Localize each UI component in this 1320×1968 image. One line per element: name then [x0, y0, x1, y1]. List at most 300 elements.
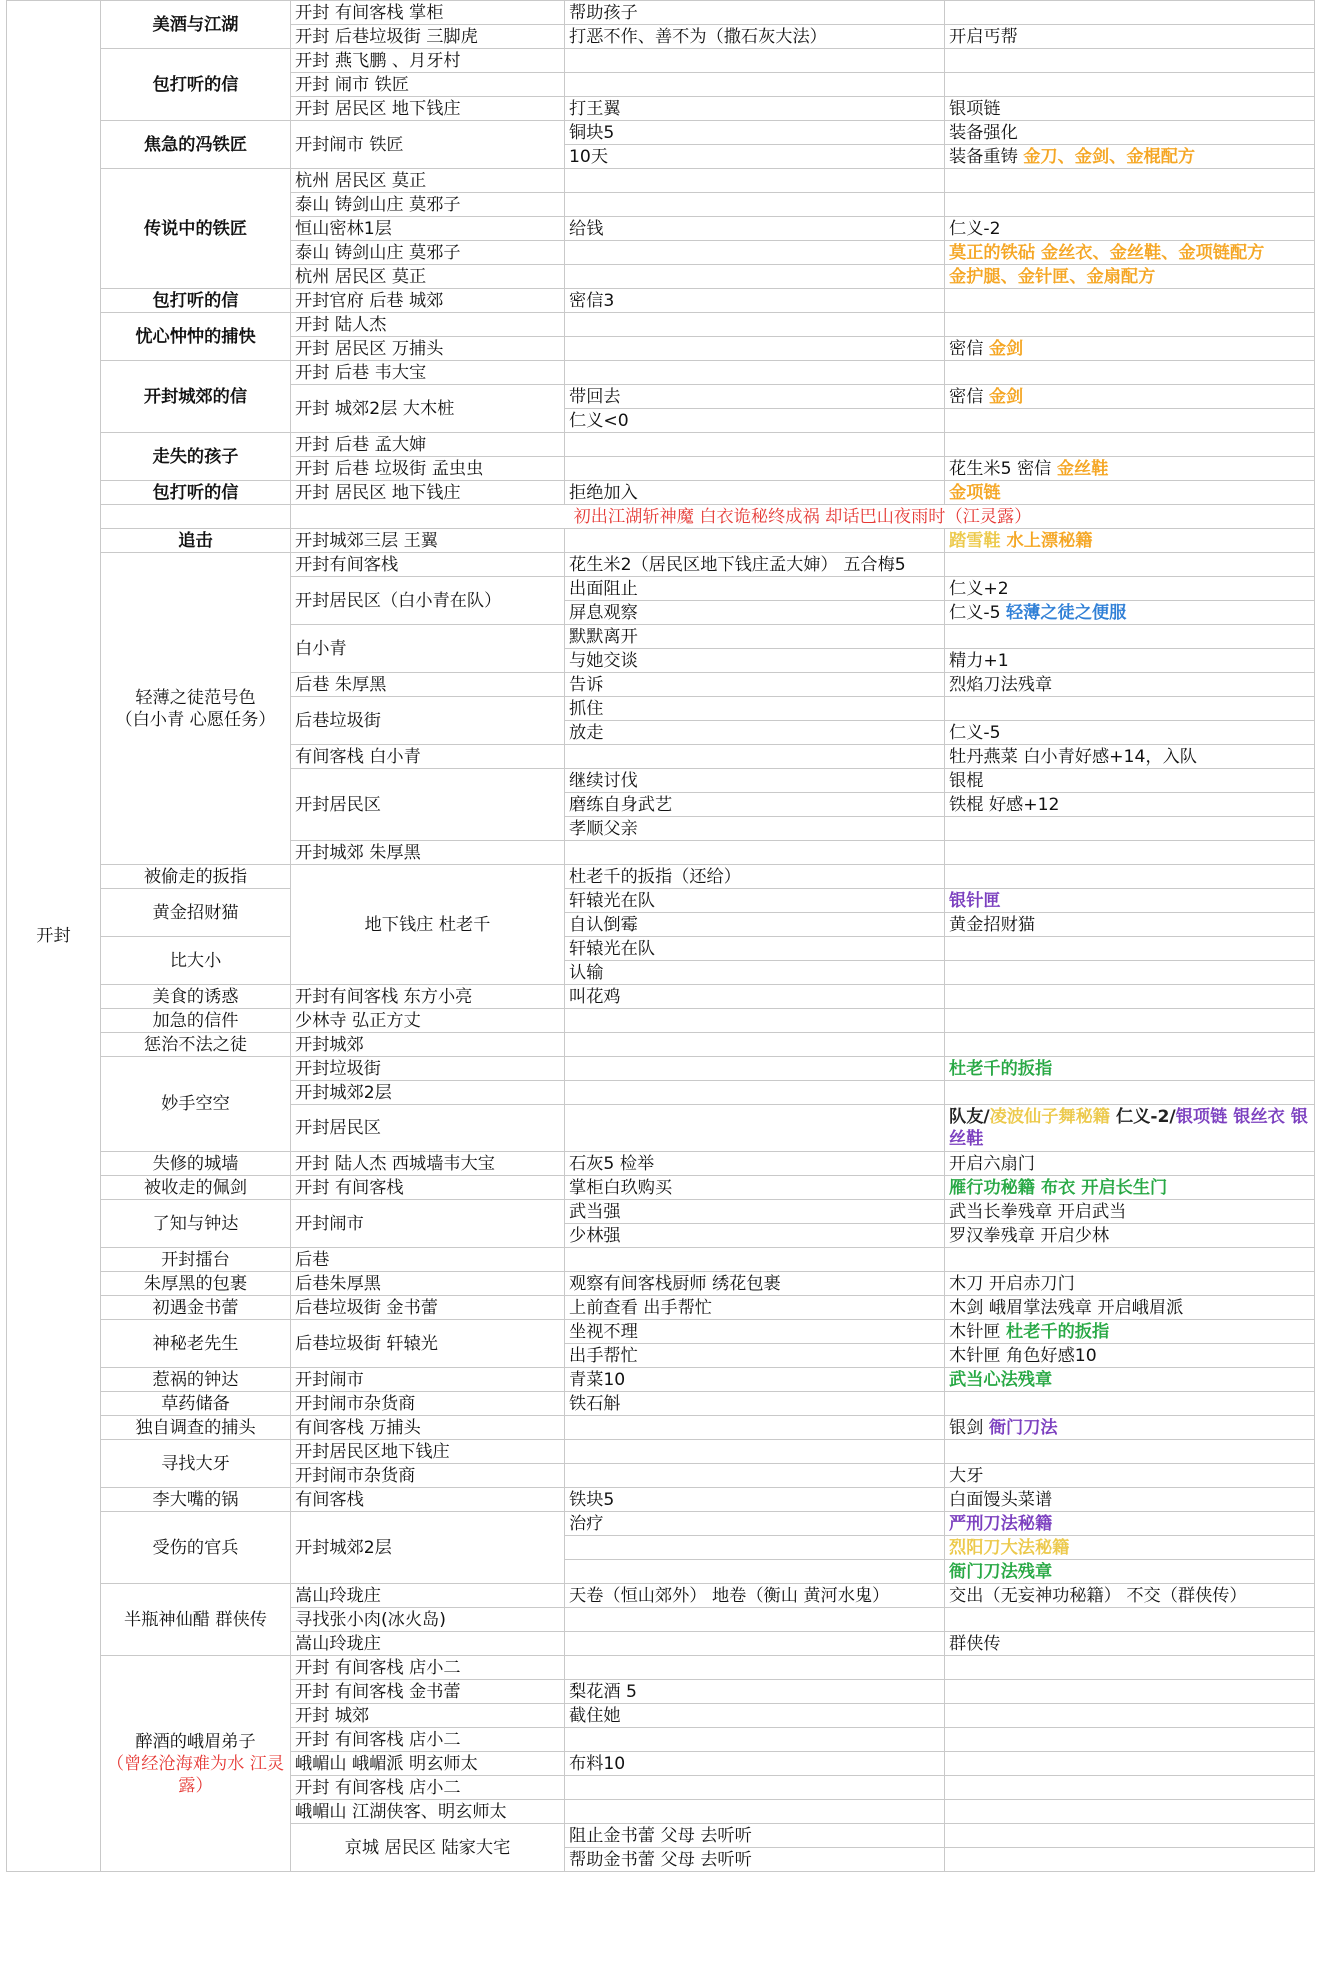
condition-cell — [565, 169, 945, 193]
condition-cell — [565, 529, 945, 553]
reward-cell — [945, 1416, 1315, 1440]
condition-cell: 布料10 — [565, 1752, 945, 1776]
condition-cell — [565, 337, 945, 361]
location-cell: 开封有间客栈 — [291, 553, 565, 577]
reward-cell — [945, 673, 1315, 697]
reward-cell — [945, 1152, 1315, 1176]
reward-part: 黄金招财猫 — [949, 914, 1035, 935]
reward-cell — [945, 313, 1315, 337]
reward-cell — [945, 1176, 1315, 1200]
quest-name: 草药储备 — [101, 1392, 291, 1416]
condition-cell — [565, 1560, 945, 1584]
location-cell: 开封 陆人杰 — [291, 313, 565, 337]
condition-cell: 叫花鸡 — [565, 985, 945, 1009]
reward-part: 仁义-2 — [949, 218, 1001, 239]
reward-part: 开启六扇门 — [949, 1153, 1035, 1174]
reward-cell — [945, 361, 1315, 385]
reward-cell — [945, 1224, 1315, 1248]
reward-cell — [945, 577, 1315, 601]
reward-cell — [945, 1272, 1315, 1296]
reward-part: 烈阳刀大法秘籍 — [949, 1537, 1070, 1558]
condition-cell: 放走 — [565, 721, 945, 745]
location-cell: 开封 后巷 韦大宝 — [291, 361, 565, 385]
location-cell: 杭州 居民区 莫正 — [291, 169, 565, 193]
location-cell: 开封居民区 — [291, 1105, 565, 1152]
reward-cell — [945, 217, 1315, 241]
reward-cell — [945, 409, 1315, 433]
reward-cell — [945, 433, 1315, 457]
reward-cell — [945, 1248, 1315, 1272]
reward-part: 金剑 — [988, 338, 1024, 359]
location-cell: 寻找张小肉(冰火岛) — [291, 1608, 565, 1632]
location-cell: 嵩山玲珑庄 — [291, 1584, 565, 1608]
reward-part: 密信 — [949, 386, 989, 407]
reward-part: 罗汉拳残章 开启少林 — [949, 1225, 1110, 1246]
location-cell: 泰山 铸剑山庄 莫邪子 — [291, 193, 565, 217]
quest-name: 李大嘴的锅 — [101, 1488, 291, 1512]
reward-part: 木剑 峨眉掌法残章 开启峨眉派 — [949, 1297, 1184, 1318]
reward-cell — [945, 1536, 1315, 1560]
quest-name: 包打听的信 — [101, 481, 291, 505]
quest-name: 神秘老先生 — [101, 1320, 291, 1368]
quest-name: 惹祸的钟达 — [101, 1368, 291, 1392]
reward-part: 花生米5 密信 — [949, 458, 1057, 479]
condition-cell: 石灰5 检举 — [565, 1152, 945, 1176]
reward-part: 交出（无妄神功秘籍） 不交（群侠传） — [949, 1585, 1247, 1606]
reward-part: 仁义-2/ — [1109, 1107, 1176, 1127]
location-cell: 开封垃圾街 — [291, 1057, 565, 1081]
location-cell: 开封 后巷 垃圾街 孟虫虫 — [291, 457, 565, 481]
condition-cell: 轩辕光在队 — [565, 889, 945, 913]
location-cell: 开封闹市杂货商 — [291, 1464, 565, 1488]
quest-name: 初遇金书蕾 — [101, 1296, 291, 1320]
reward-part: 木针匣 角色好感10 — [949, 1345, 1097, 1366]
reward-cell — [945, 961, 1315, 985]
condition-cell — [565, 241, 945, 265]
quest-name: 被收走的佩剑 — [101, 1176, 291, 1200]
condition-cell — [565, 1009, 945, 1033]
quest-name: 受伤的官兵 — [101, 1512, 291, 1584]
location-cell: 开封 陆人杰 西城墙韦大宝 — [291, 1152, 565, 1176]
condition-cell: 梨花酒 5 — [565, 1680, 945, 1704]
quest-name: 妙手空空 — [101, 1057, 291, 1152]
condition-cell — [565, 313, 945, 337]
quest-name: 美食的诱惑 — [101, 985, 291, 1009]
quest-name-note: （曾经沧海难为水 江灵露） — [106, 1753, 285, 1796]
condition-cell: 铜块5 — [565, 121, 945, 145]
condition-cell: 上前查看 出手帮忙 — [565, 1296, 945, 1320]
reward-cell — [945, 889, 1315, 913]
condition-cell: 告诉 — [565, 673, 945, 697]
condition-cell — [565, 1440, 945, 1464]
condition-cell: 打王翼 — [565, 97, 945, 121]
condition-cell — [565, 433, 945, 457]
location-cell: 开封城郊2层 — [291, 1081, 565, 1105]
quest-name: 了知与钟达 — [101, 1200, 291, 1248]
condition-cell: 给钱 — [565, 217, 945, 241]
reward-cell — [945, 1344, 1315, 1368]
quest-name: 走失的孩子 — [101, 433, 291, 481]
location-cell: 京城 居民区 陆家大宅 — [291, 1824, 565, 1872]
location-cell: 开封 有间客栈 店小二 — [291, 1728, 565, 1752]
reward-part: 杜老千的扳指 — [949, 1058, 1053, 1079]
reward-cell — [945, 1776, 1315, 1800]
reward-cell — [945, 769, 1315, 793]
reward-part: 铁棍 好感+12 — [949, 794, 1060, 815]
condition-cell: 仁义<0 — [565, 409, 945, 433]
condition-cell — [565, 1057, 945, 1081]
condition-cell: 少林强 — [565, 1224, 945, 1248]
reward-cell — [945, 1, 1315, 25]
reward-cell — [945, 1368, 1315, 1392]
reward-cell — [945, 1848, 1315, 1872]
condition-cell — [565, 1776, 945, 1800]
location-cell: 开封 闹市 铁匠 — [291, 73, 565, 97]
reward-cell — [945, 1584, 1315, 1608]
condition-cell — [565, 457, 945, 481]
condition-cell — [565, 73, 945, 97]
reward-cell — [945, 1656, 1315, 1680]
condition-cell — [565, 1033, 945, 1057]
reward-cell — [945, 1320, 1315, 1344]
reward-cell — [945, 529, 1315, 553]
location-cell: 开封闹市杂货商 — [291, 1392, 565, 1416]
reward-cell — [945, 1728, 1315, 1752]
quest-name: 忧心忡忡的捕快 — [101, 313, 291, 361]
condition-cell: 10天 — [565, 145, 945, 169]
location-cell: 开封 有间客栈 店小二 — [291, 1656, 565, 1680]
reward-cell — [945, 1200, 1315, 1224]
reward-part: 开启丐帮 — [949, 26, 1018, 47]
location-cell: 开封 居民区 万捕头 — [291, 337, 565, 361]
reward-cell — [945, 1560, 1315, 1584]
condition-cell — [565, 745, 945, 769]
location-cell: 恒山密林1层 — [291, 217, 565, 241]
reward-part: 精力+1 — [949, 650, 1009, 671]
condition-cell — [565, 1536, 945, 1560]
condition-cell: 带回去 — [565, 385, 945, 409]
reward-cell — [945, 841, 1315, 865]
reward-cell — [945, 601, 1315, 625]
condition-cell: 铁块5 — [565, 1488, 945, 1512]
condition-cell — [565, 1464, 945, 1488]
reward-cell — [945, 1440, 1315, 1464]
reward-part: 牡丹燕菜 白小青好感+14，入队 — [949, 746, 1197, 767]
reward-part: 烈焰刀法残章 — [949, 674, 1053, 695]
reward-part: 银项链 — [949, 98, 1001, 119]
reward-part: 水上漂秘籍 — [1006, 530, 1093, 551]
location-cell: 杭州 居民区 莫正 — [291, 265, 565, 289]
reward-cell — [945, 985, 1315, 1009]
condition-cell: 磨练自身武艺 — [565, 793, 945, 817]
location-cell: 开封闹市 — [291, 1200, 565, 1248]
reward-cell — [945, 697, 1315, 721]
condition-cell — [565, 1728, 945, 1752]
condition-cell: 武当强 — [565, 1200, 945, 1224]
reward-part: 银棍 — [949, 770, 984, 791]
location-cell: 开封 居民区 地下钱庄 — [291, 481, 565, 505]
location-cell: 开封 城郊 — [291, 1704, 565, 1728]
condition-cell — [565, 1416, 945, 1440]
reward-part: 木针匣 — [949, 1321, 1007, 1342]
quest-name: 美酒与江湖 — [101, 1, 291, 49]
reward-part: 金项链 — [949, 482, 1001, 503]
quest-name: 加急的信件 — [101, 1009, 291, 1033]
quest-name: 独自调查的捕头 — [101, 1416, 291, 1440]
reward-part: 大牙 — [949, 1465, 984, 1486]
reward-cell — [945, 745, 1315, 769]
quest-name-note: （白小青 心愿任务） — [115, 709, 276, 730]
reward-part: 衙门刀法 — [988, 1417, 1058, 1438]
location-cell: 后巷垃圾街 轩辕光 — [291, 1320, 565, 1368]
location-cell: 后巷朱厚黑 — [291, 1272, 565, 1296]
condition-cell — [565, 1632, 945, 1656]
condition-cell: 天卷（恒山郊外） 地卷（衡山 黄河水鬼） — [565, 1584, 945, 1608]
reward-cell — [945, 1105, 1315, 1152]
location-cell: 白小青 — [291, 625, 565, 673]
condition-cell — [565, 361, 945, 385]
reward-cell — [945, 73, 1315, 97]
location-cell: 开封 后巷垃圾街 三脚虎 — [291, 25, 565, 49]
condition-cell: 轩辕光在队 — [565, 937, 945, 961]
reward-part: 雁行功秘籍 布衣 开启长生门 — [949, 1177, 1168, 1198]
location-cell: 有间客栈 万捕头 — [291, 1416, 565, 1440]
reward-cell — [945, 337, 1315, 361]
condition-cell: 掌柜白玖购买 — [565, 1176, 945, 1200]
quest-table — [6, 0, 1315, 1872]
location-cell: 开封居民区（白小青在队） — [291, 577, 565, 625]
quest-name: 惩治不法之徒 — [101, 1033, 291, 1057]
reward-cell — [945, 1608, 1315, 1632]
reward-cell — [945, 1632, 1315, 1656]
quest-name: 包打听的信 — [101, 49, 291, 121]
reward-part: 银剑 — [949, 1417, 989, 1438]
reward-cell — [945, 793, 1315, 817]
location-cell: 地下钱庄 杜老千 — [291, 865, 565, 985]
quest-name: 追击 — [101, 529, 291, 553]
reward-cell — [945, 817, 1315, 841]
reward-cell — [945, 289, 1315, 313]
reward-part: 群侠传 — [949, 1633, 1001, 1654]
reward-cell — [945, 25, 1315, 49]
reward-cell — [945, 169, 1315, 193]
location-cell: 泰山 铸剑山庄 莫邪子 — [291, 241, 565, 265]
condition-cell: 打恶不作、善不为（撒石灰大法） — [565, 25, 945, 49]
location-cell: 开封 城郊2层 大木桩 — [291, 385, 565, 433]
location-cell: 开封 有间客栈 店小二 — [291, 1776, 565, 1800]
location-cell: 开封居民区 — [291, 769, 565, 841]
reward-cell — [945, 1680, 1315, 1704]
quest-name: 寻找大牙 — [101, 1440, 291, 1488]
quest-name: 包打听的信 — [101, 289, 291, 313]
condition-cell: 默默离开 — [565, 625, 945, 649]
location-cell: 开封有间客栈 东方小亮 — [291, 985, 565, 1009]
reward-cell — [945, 1009, 1315, 1033]
reward-cell — [945, 265, 1315, 289]
location-cell: 开封 燕飞鹏 、月牙村 — [291, 49, 565, 73]
condition-cell: 花生米2（居民区地下钱庄孟大婶） 五合梅5 — [565, 553, 945, 577]
location-cell: 开封 后巷 孟大婶 — [291, 433, 565, 457]
quest-name-main: 轻薄之徒范号色 — [135, 687, 256, 708]
quest-name: 黄金招财猫 — [101, 889, 291, 937]
reward-cell — [945, 1057, 1315, 1081]
reward-cell — [945, 721, 1315, 745]
location-cell: 后巷垃圾街 金书蕾 — [291, 1296, 565, 1320]
reward-cell — [945, 385, 1315, 409]
reward-cell — [945, 649, 1315, 673]
reward-part: 装备强化 — [949, 122, 1018, 143]
location-cell: 开封闹市 — [291, 1368, 565, 1392]
location-cell: 峨嵋山 江湖侠客、明玄师太 — [291, 1800, 565, 1824]
condition-cell: 杜老千的扳指（还给） — [565, 865, 945, 889]
reward-part: 仁义-5 — [949, 722, 1001, 743]
reward-part: 轻薄之徒之便服 — [1005, 602, 1127, 623]
location-cell: 开封城郊 朱厚黑 — [291, 841, 565, 865]
location-cell: 开封城郊 — [291, 1033, 565, 1057]
location-cell: 开封 有间客栈 — [291, 1176, 565, 1200]
reward-part: 金剑 — [988, 386, 1024, 407]
chapter-banner: 初出江湖斩神魔 白衣诡秘终成祸 却话巴山夜雨时（江灵露） — [291, 505, 1315, 529]
location-cell: 有间客栈 — [291, 1488, 565, 1512]
reward-cell — [945, 1296, 1315, 1320]
location-cell: 后巷垃圾街 — [291, 697, 565, 745]
reward-cell — [945, 145, 1315, 169]
condition-cell: 与她交谈 — [565, 649, 945, 673]
condition-cell: 观察有间客栈厨师 绣花包裹 — [565, 1272, 945, 1296]
condition-cell: 孝顺父亲 — [565, 817, 945, 841]
quest-name: 焦急的冯铁匠 — [101, 121, 291, 169]
condition-cell: 抓住 — [565, 697, 945, 721]
condition-cell: 阻止金书蕾 父母 去听听 — [565, 1824, 945, 1848]
reward-cell — [945, 193, 1315, 217]
reward-cell — [945, 1488, 1315, 1512]
reward-cell — [945, 865, 1315, 889]
reward-part: 木刀 开启赤刀门 — [949, 1273, 1075, 1294]
location-cell: 开封闹市 铁匠 — [291, 121, 565, 169]
location-cell: 后巷 — [291, 1248, 565, 1272]
location-cell: 开封居民区地下钱庄 — [291, 1440, 565, 1464]
reward-cell — [945, 121, 1315, 145]
reward-part: 银项链 银丝衣 银丝鞋 — [949, 1107, 1308, 1149]
condition-cell: 拒绝加入 — [565, 481, 945, 505]
quest-name: 失修的城墙 — [101, 1152, 291, 1176]
location-cell: 后巷 朱厚黑 — [291, 673, 565, 697]
reward-cell — [945, 1824, 1315, 1848]
condition-cell: 屏息观察 — [565, 601, 945, 625]
quest-name — [101, 1656, 291, 1872]
reward-cell — [945, 1464, 1315, 1488]
location-cell: 有间客栈 白小青 — [291, 745, 565, 769]
reward-part: 银针匣 — [949, 890, 1001, 911]
reward-cell — [945, 553, 1315, 577]
quest-name: 被偷走的扳指 — [101, 865, 291, 889]
location-cell: 嵩山玲珑庄 — [291, 1632, 565, 1656]
location-cell: 开封 居民区 地下钱庄 — [291, 97, 565, 121]
condition-cell: 密信3 — [565, 289, 945, 313]
quest-name: 朱厚黑的包裹 — [101, 1272, 291, 1296]
reward-part: 武当长拳残章 开启武当 — [949, 1201, 1127, 1222]
reward-cell — [945, 937, 1315, 961]
reward-part: 严刑刀法秘籍 — [949, 1513, 1053, 1534]
condition-cell — [565, 49, 945, 73]
condition-cell: 铁石斛 — [565, 1392, 945, 1416]
condition-cell: 治疗 — [565, 1512, 945, 1536]
reward-part: 踏雪鞋 — [949, 530, 1007, 551]
reward-cell — [945, 1752, 1315, 1776]
quest-name-main: 醉酒的峨眉弟子 — [135, 1731, 256, 1752]
condition-cell: 帮助孩子 — [565, 1, 945, 25]
reward-cell — [945, 481, 1315, 505]
condition-cell — [565, 1105, 945, 1152]
reward-cell — [945, 457, 1315, 481]
reward-part: 金护腿、金针匣、金扇配方 — [949, 266, 1156, 287]
condition-cell — [565, 1081, 945, 1105]
quest-name: 半瓶神仙醋 群侠传 — [101, 1584, 291, 1656]
reward-cell — [945, 1512, 1315, 1536]
condition-cell — [565, 841, 945, 865]
quest-name: 比大小 — [101, 937, 291, 985]
reward-part: 凌波仙子舞秘籍 — [989, 1107, 1110, 1127]
condition-cell: 自认倒霉 — [565, 913, 945, 937]
reward-cell — [945, 1033, 1315, 1057]
condition-cell — [565, 1248, 945, 1272]
reward-cell — [945, 1704, 1315, 1728]
condition-cell: 青菜10 — [565, 1368, 945, 1392]
condition-cell: 坐视不理 — [565, 1320, 945, 1344]
reward-part: 莫正的铁砧 金丝衣、金丝鞋、金项链配方 — [949, 242, 1265, 263]
condition-cell — [565, 1800, 945, 1824]
reward-part: 仁义-5 — [949, 602, 1006, 623]
reward-part: 衙门刀法残章 — [949, 1561, 1053, 1582]
reward-cell — [945, 241, 1315, 265]
location-cell: 峨嵋山 峨嵋派 明玄师太 — [291, 1752, 565, 1776]
quest-name: 传说中的铁匠 — [101, 169, 291, 289]
reward-cell — [945, 49, 1315, 73]
quest-name: 开封擂台 — [101, 1248, 291, 1272]
reward-cell — [945, 625, 1315, 649]
reward-part: 队友/ — [949, 1107, 990, 1127]
condition-cell: 出面阻止 — [565, 577, 945, 601]
condition-cell: 继续讨伐 — [565, 769, 945, 793]
location-cell: 开封城郊2层 — [291, 1512, 565, 1584]
location-cell: 开封 有间客栈 金书蕾 — [291, 1680, 565, 1704]
location-cell: 开封城郊三层 王翼 — [291, 529, 565, 553]
quest-name — [101, 553, 291, 865]
quest-name: 开封城郊的信 — [101, 361, 291, 433]
condition-cell: 截住她 — [565, 1704, 945, 1728]
condition-cell — [565, 1656, 945, 1680]
condition-cell: 认输 — [565, 961, 945, 985]
reward-cell — [945, 1392, 1315, 1416]
condition-cell: 出手帮忙 — [565, 1344, 945, 1368]
location-cell: 少林寺 弘正方丈 — [291, 1009, 565, 1033]
reward-cell — [945, 913, 1315, 937]
city-cell: 开封 — [7, 1, 101, 1872]
reward-part: 仁义+2 — [949, 578, 1009, 599]
location-cell: 开封 有间客栈 掌柜 — [291, 1, 565, 25]
location-cell: 开封官府 后巷 城郊 — [291, 289, 565, 313]
reward-cell — [945, 1800, 1315, 1824]
reward-part: 装备重铸 — [949, 146, 1024, 167]
condition-cell — [565, 265, 945, 289]
reward-cell — [945, 1081, 1315, 1105]
reward-part: 金丝鞋 — [1056, 458, 1109, 479]
reward-part: 杜老千的扳指 — [1006, 1321, 1110, 1342]
reward-cell — [945, 97, 1315, 121]
reward-part: 武当心法残章 — [949, 1369, 1053, 1390]
condition-cell — [565, 193, 945, 217]
condition-cell — [565, 1608, 945, 1632]
